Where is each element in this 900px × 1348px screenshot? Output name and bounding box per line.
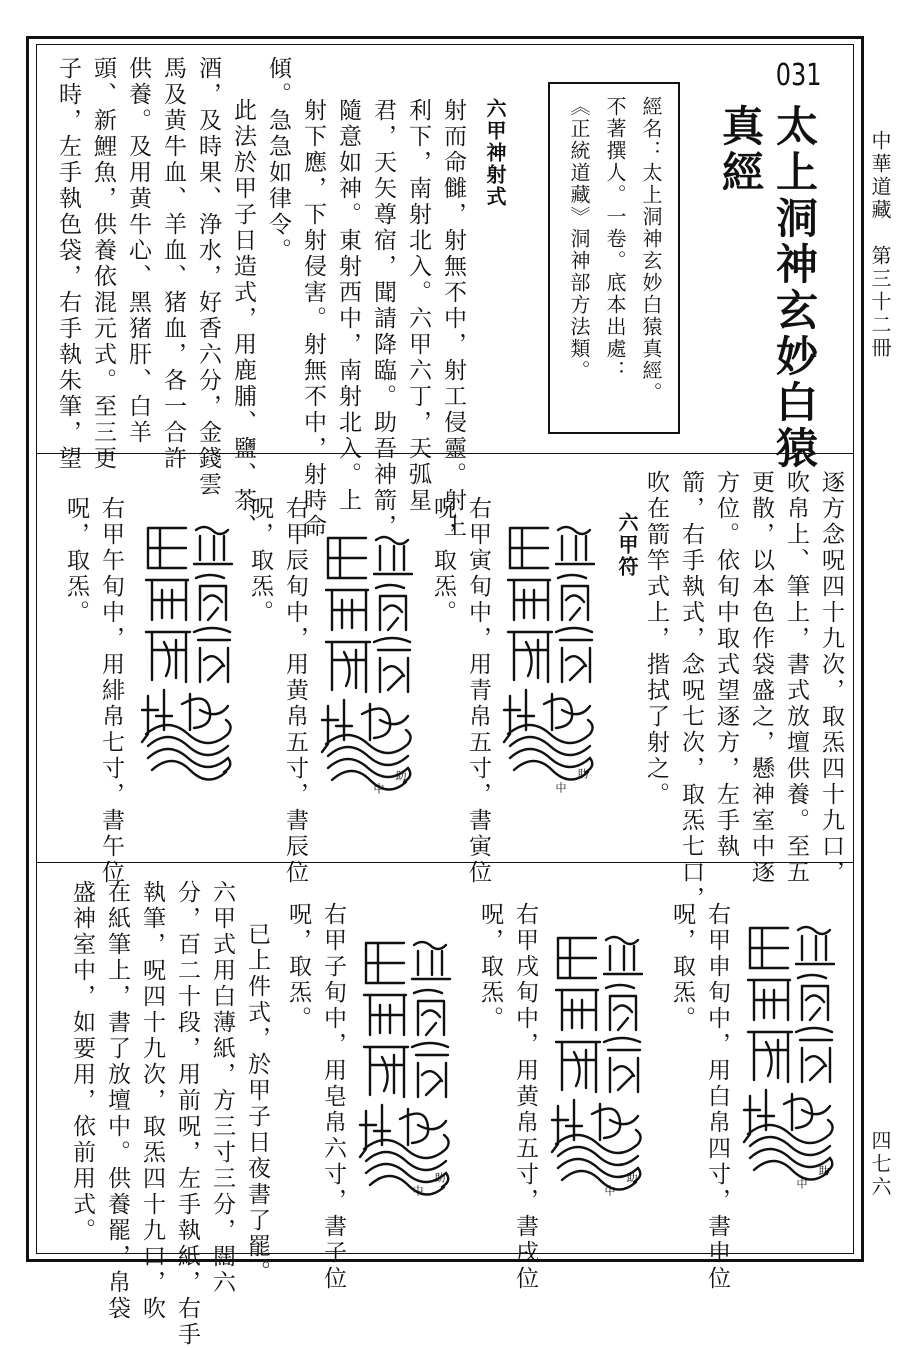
talisman-shen-right-stroke <box>362 704 408 740</box>
talisman-top-left-stroke <box>510 528 548 568</box>
section-heading: 六甲符 <box>615 512 639 578</box>
volume-label: 中華道藏 第三十二冊 <box>868 130 892 360</box>
talisman-mark: 中 <box>554 782 567 795</box>
talisman-wu <box>138 520 238 804</box>
talisman-low-right-stroke <box>374 638 410 692</box>
text-line: 供養。及用黄牛心、黑猪肝、白羊 <box>125 56 151 446</box>
talisman-caption: 呪，取炁。 <box>63 496 89 626</box>
talisman-low-left-stroke <box>508 632 552 682</box>
text-line: 已上件式，於甲子日夜書了罷。 <box>244 922 270 1286</box>
talisman-mark: 助 <box>433 1172 446 1185</box>
colophon-line: 不著撰人。一卷。底本出處： <box>603 96 627 382</box>
talisman-glyph <box>740 920 840 1200</box>
text-line: 此法於甲子日造式，用鹿脯、鹽、茶、 <box>230 98 256 540</box>
talisman-caption: 呪，取炁。 <box>285 902 311 1032</box>
talisman-mark: 中 <box>603 1185 616 1198</box>
text-line: 傾。急急如律令。 <box>265 56 291 264</box>
talisman-low-left-stroke <box>748 1032 792 1082</box>
text-line: 酒，及時果、浄水，好香六分，金錢雲 <box>195 56 221 498</box>
talisman-glyph <box>548 930 648 1210</box>
talisman-top-left-stroke <box>328 538 366 578</box>
text-line: 執筆，呪四十九次，取炁四十九口，吹 <box>139 880 165 1322</box>
talisman-top-left-stroke <box>366 943 404 983</box>
text-line: 利下，南射北入。六甲六丁，天弧星 <box>405 98 431 514</box>
talisman-caption: 右甲戌旬中，用黄帛五寸，書戌位 <box>512 902 538 1292</box>
talisman-top-left-stroke <box>148 528 186 568</box>
talisman-mark: 中 <box>372 783 385 796</box>
talisman-top-right-stroke <box>374 537 412 574</box>
talisman-top-right-stroke <box>556 527 594 564</box>
talisman-caption: 右甲寅旬中，用青帛五寸，書寅位 <box>465 496 491 886</box>
talisman-low-left-stroke <box>364 1047 408 1097</box>
talisman-caption: 右甲辰旬中，用黄帛五寸，書辰位 <box>282 496 308 886</box>
text-line: 六甲式用白薄紙，方三寸三分，闊六 <box>209 880 235 1296</box>
text-line: 在紙筆上，書了放壇中。供養罷，帛袋 <box>104 880 130 1322</box>
page-number: 四七六 <box>868 1130 892 1199</box>
talisman-low-right-stroke <box>412 1043 448 1097</box>
talisman-mid-left-stroke <box>748 980 790 1020</box>
text-line: 更散，以本色作袋盛之，懸神室中逐 <box>748 470 774 886</box>
talisman-top-left-stroke <box>558 938 596 978</box>
talisman-low-right-stroke <box>556 628 592 682</box>
talisman-shen-right-stroke <box>400 1109 446 1145</box>
text-line: 方位。依旬中取式望逐方，左手執 <box>713 470 739 860</box>
talisman-shen-right-stroke <box>182 694 228 730</box>
talisman-mid-right-stroke <box>606 985 636 1030</box>
talisman-top-right-stroke <box>796 927 834 964</box>
talisman-mid-left-stroke <box>556 990 598 1030</box>
text-line: 吹帛上、筆上，書式放壇供養。至五 <box>783 470 809 886</box>
section-heading: 六甲神射式 <box>483 98 507 208</box>
talisman-mid-right-stroke <box>798 975 828 1020</box>
text-line: 子時，左手執色袋，右手執朱筆，望 <box>55 56 81 472</box>
colophon-line: 經名：太上洞神玄妙白猿真經。 <box>639 96 663 404</box>
talisman-mid-right-stroke <box>196 575 226 620</box>
talisman-top-right-stroke <box>604 937 642 974</box>
talisman-mark: 助 <box>625 1172 638 1185</box>
text-line: 吹在箭竿式上，揩拭了射之。 <box>643 470 669 808</box>
talisman-low-right-stroke <box>194 628 230 682</box>
talisman-low-left-stroke <box>326 642 370 692</box>
talisman-caption: 右甲申旬中，用白帛四寸，書申位 <box>704 902 730 1292</box>
talisman-caption: 呪，取炁。 <box>477 902 503 1032</box>
talisman-caption: 呪，取炁。 <box>669 902 695 1032</box>
talisman-mid-right-stroke <box>376 585 406 630</box>
talisman-shen-right-stroke <box>784 1094 830 1130</box>
text-line: 射而命雠，射無不中，射工侵靈。射上 <box>440 98 466 540</box>
talisman-mark: 助 <box>576 768 589 781</box>
talisman-mark: 助 <box>817 1165 830 1178</box>
talisman-mid-right-stroke <box>558 575 588 620</box>
section-divider-2 <box>36 862 854 863</box>
talisman-mark: 中 <box>411 1185 424 1198</box>
colophon-line: 《正統道藏》洞神部方法類。 <box>567 96 591 382</box>
talisman-mid-left-stroke <box>326 590 368 630</box>
talisman-glyph <box>500 520 600 800</box>
talisman-caption: 右甲子旬中，用皂帛六寸，書子位 <box>320 902 346 1292</box>
talisman-glyph <box>318 530 418 810</box>
entry-title-line2: 真經 <box>716 104 765 196</box>
talisman-mid-right-stroke <box>414 990 444 1035</box>
talisman-low-left-stroke <box>146 632 190 682</box>
talisman-tail-stroke <box>146 720 231 780</box>
talisman-low-left-stroke <box>556 1042 600 1092</box>
talisman-caption: 呪，取炁。 <box>430 496 456 626</box>
text-line: 君，天矢尊宿，聞請降臨。助吾神箭， <box>370 98 396 540</box>
talisman-top-right-stroke <box>194 527 232 564</box>
talisman-caption: 呪，取炁。 <box>247 496 273 626</box>
text-line: 逐方念呪四十九次，取炁四十九口， <box>818 470 844 886</box>
entry-number: 031 <box>775 58 822 93</box>
entry-title-line1: 太上洞神玄妙白猿 <box>770 104 819 472</box>
talisman-top-left-stroke <box>750 928 788 968</box>
text-line: 箭，右手執式，念呪七次，取炁七口， <box>678 470 704 912</box>
talisman-top-right-stroke <box>412 942 450 979</box>
talisman-mark: 中 <box>795 1178 808 1191</box>
talisman-glyph <box>138 520 238 800</box>
talisman-shen <box>740 920 840 1204</box>
text-line: 分，百二十段，用前呪，左手執紙，右手 <box>174 880 200 1348</box>
text-line: 隨意如神。東射西中，南射北入。上 <box>335 98 361 514</box>
text-line: 盛神室中，如要用，依前用式。 <box>69 880 95 1244</box>
talisman-mid-left-stroke <box>508 580 550 620</box>
talisman-mid-left-stroke <box>146 580 188 620</box>
talisman-shen-right-stroke <box>592 1104 638 1140</box>
talisman-caption: 右甲午旬中，用緋帛七寸，書午位 <box>98 496 124 886</box>
talisman-low-right-stroke <box>604 1038 640 1092</box>
talisman-yin <box>500 520 600 804</box>
text-line: 馬及黄牛血、羊血、猪血，各一合許 <box>160 56 186 472</box>
text-line: 頭、新鯉魚，供養依混元式。至三更 <box>90 56 116 472</box>
talisman-shen-right-stroke <box>544 694 590 730</box>
talisman-mid-left-stroke <box>364 995 406 1035</box>
text-line: 射下應，下射侵害。射無不中，射時命 <box>300 98 326 540</box>
talisman-low-right-stroke <box>796 1028 832 1082</box>
talisman-mark: 助 <box>394 770 407 783</box>
